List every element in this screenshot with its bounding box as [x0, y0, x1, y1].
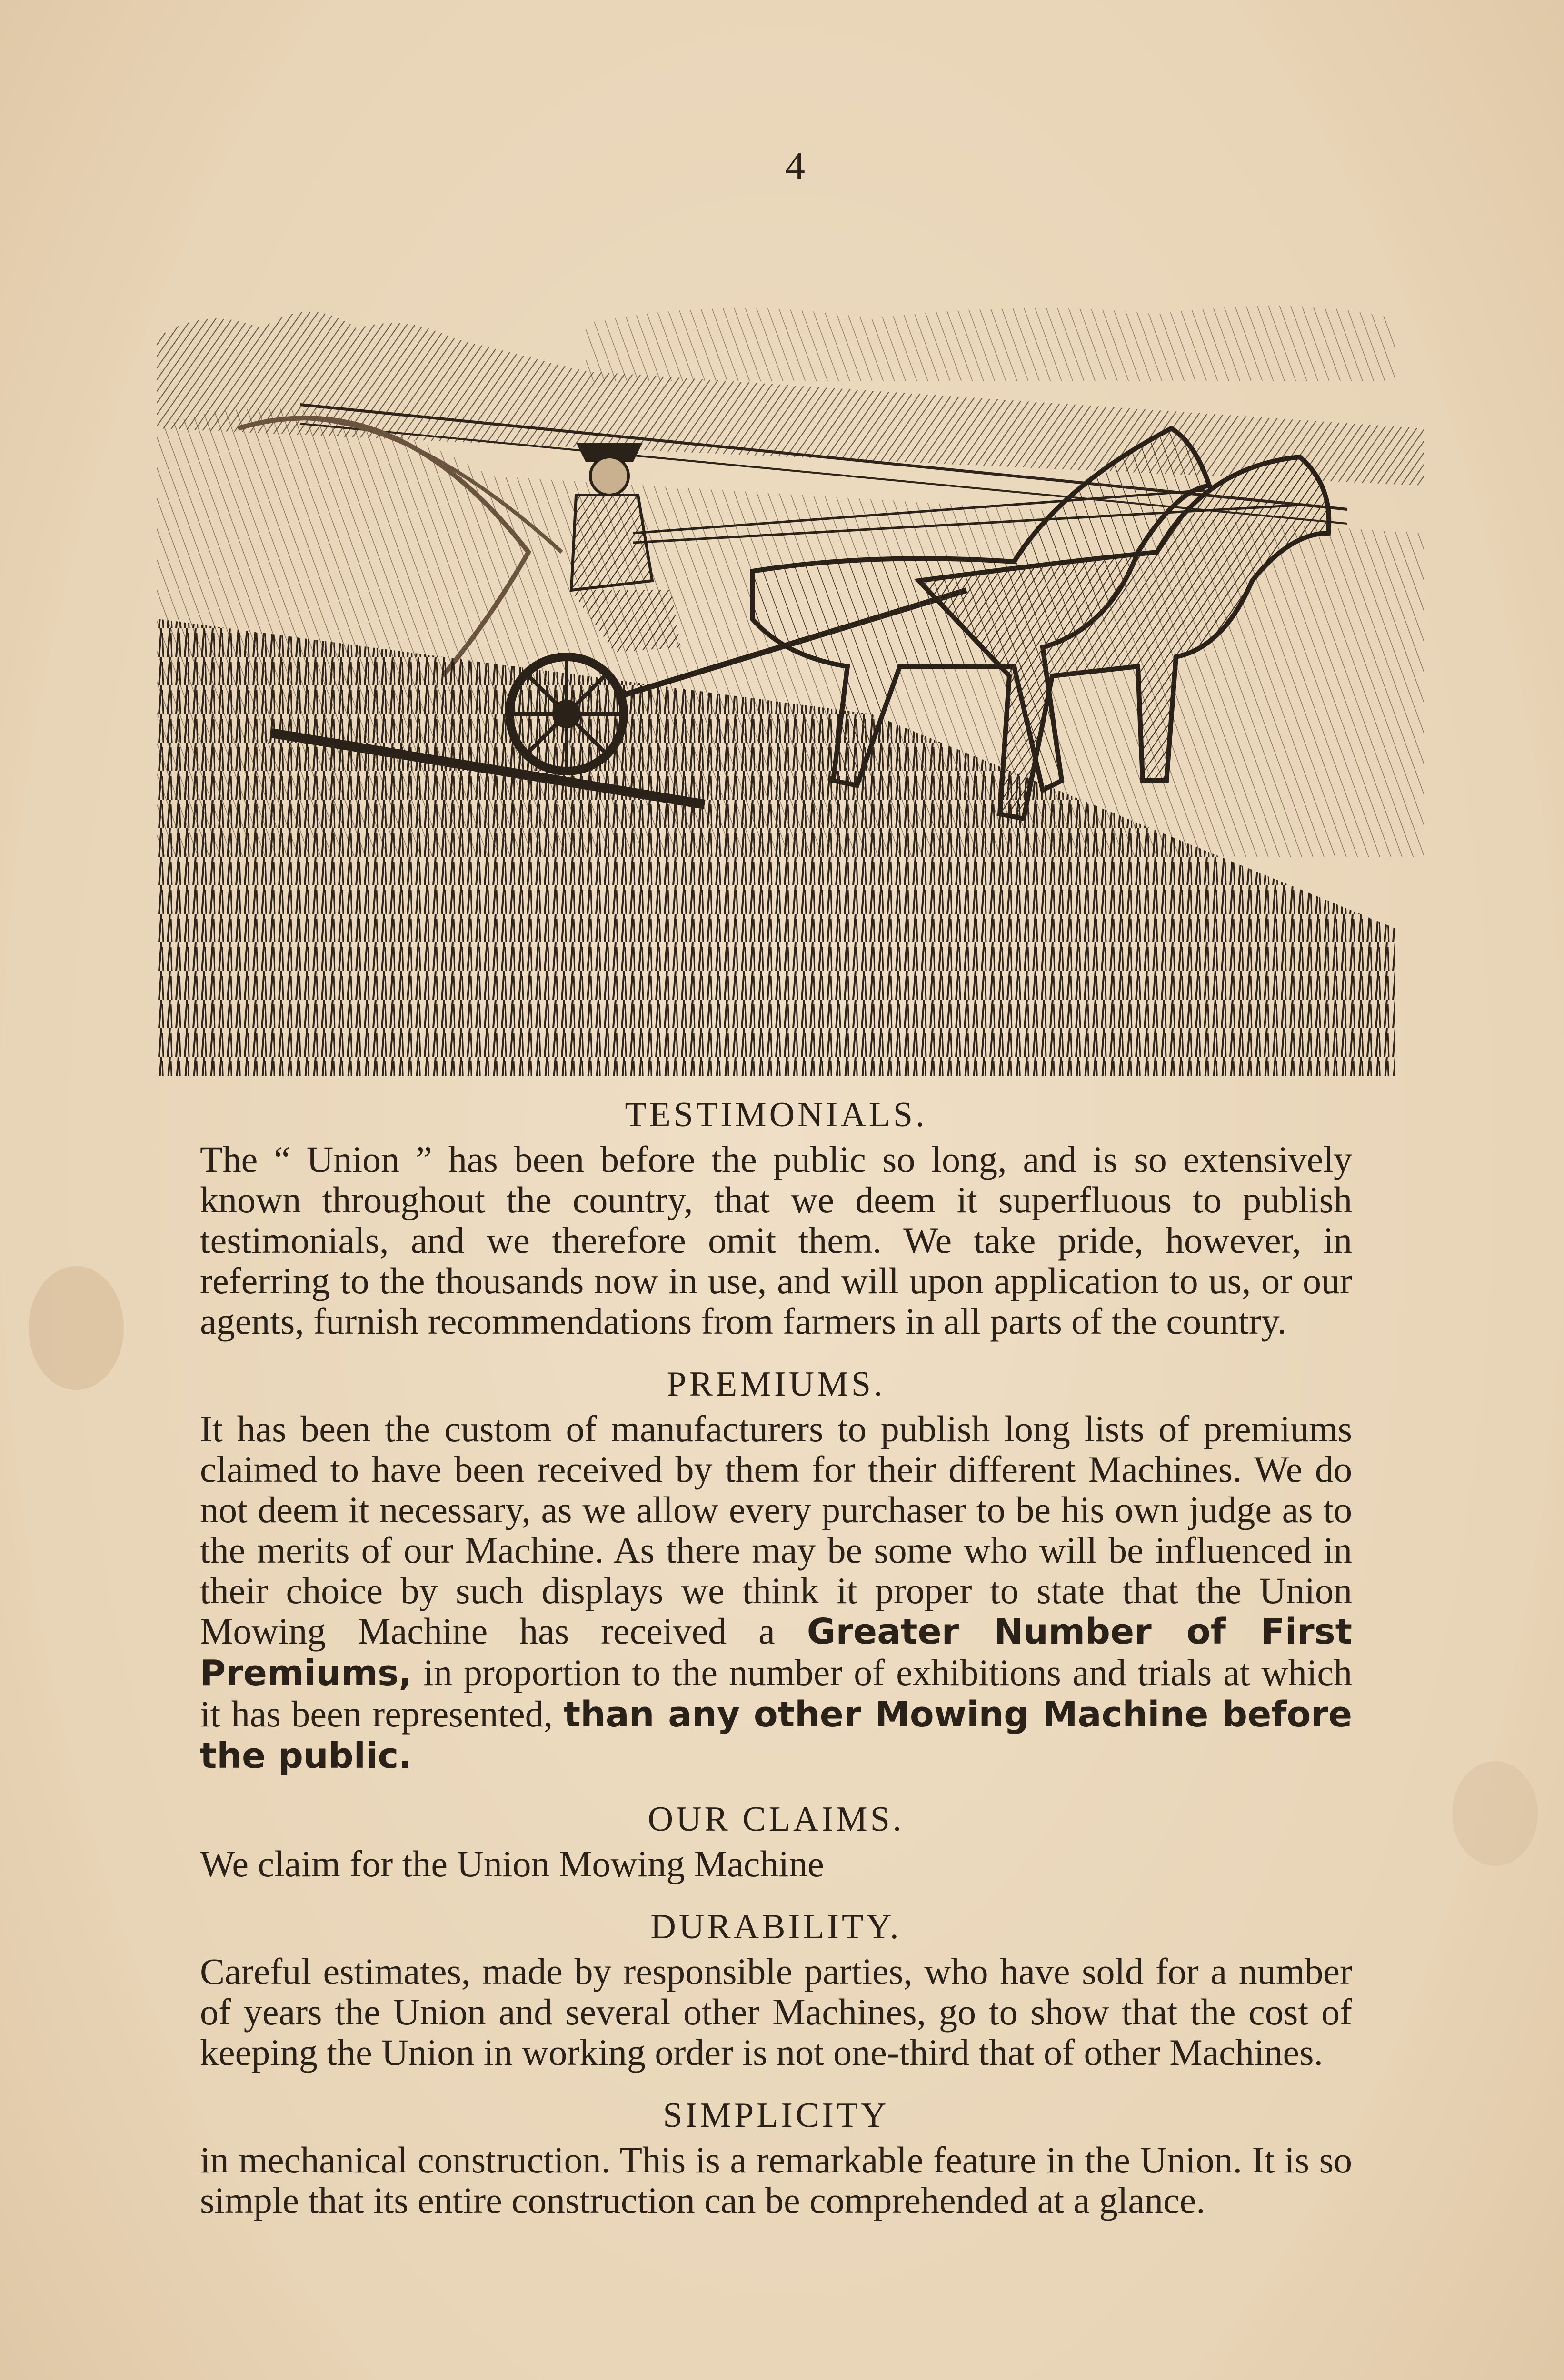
premiums-bold-1: Greater Number of First Premiums, — [200, 1611, 1352, 1694]
paper-stain — [1452, 1761, 1538, 1866]
our-claims-paragraph: We claim for the Union Mowing Machine — [200, 1843, 824, 1884]
simplicity-paragraph: in mechanical construction. This is a remarkable feature in the Union. It is so simple that its entire construction can be comprehended at a glance. — [200, 2139, 1352, 2221]
page-number: 4 — [785, 144, 805, 188]
durability-heading: DURABILITY. — [650, 1907, 902, 1946]
our-claims-heading: OUR CLAIMS. — [648, 1800, 905, 1839]
simplicity-heading: SIMPLICITY — [663, 2096, 889, 2135]
paper-stain — [29, 1266, 124, 1390]
premiums-heading: PREMIUMS. — [667, 1365, 886, 1404]
testimonials-heading: TESTIMONIALS. — [625, 1095, 927, 1134]
durability-paragraph: Careful estimates, made by responsible parties, who have sold for a number of years the Union and several other Machines, go to show that the cost of keeping the Union in working order is not one-third that of other Machines. — [200, 1951, 1352, 2073]
testimonials-paragraph: The “ Union ” has been before the public so long, and is so extensively known throughout the country, that we deem it superfluous to publish testimonials, and we therefore omit them. We take pride, however, in referring to the thousands now in use, and will upon application to us, or our agents, furnish recommendations from farmers in all parts of the country. — [200, 1139, 1352, 1342]
premiums-text-2: in proportion to the number of exhibitions and trials at which it has been represented, — [200, 1652, 1352, 1735]
horse-drawn-mower-engraving-icon — [157, 286, 1424, 1076]
document-body — [200, 1095, 1352, 2243]
premiums-paragraph — [200, 1408, 1352, 1776]
premiums-text-1: It has been the custom of manufacturers to publish long lists of premiums claimed to have been received by them for their different Machines. We do not deem it necessary, as we allow every purchaser to be his own judge as to the merits of our Machine. As there may be some who will be influenced in their choice by such displays we think it proper to state that the Union Mowing Machine has received a — [200, 1408, 1352, 1652]
premiums-bold-2: than any other Mowing Machine before the public. — [200, 1694, 1353, 1776]
